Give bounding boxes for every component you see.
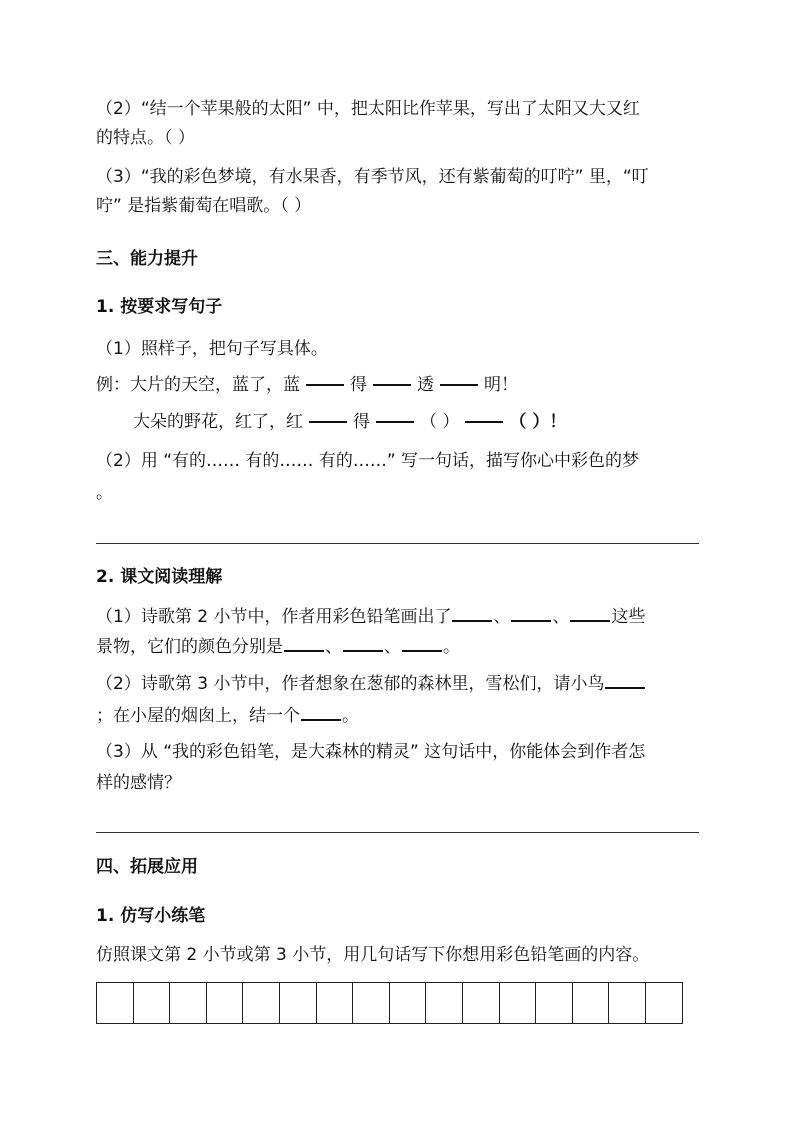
answer-blank[interactable]: [343, 634, 383, 652]
q2-2-line1: （2）“结一个苹果般的太阳” 中，把太阳比作苹果，写出了太阳又大又红: [96, 99, 640, 119]
grid-cell[interactable]: [608, 982, 646, 1024]
answer-blank[interactable]: [402, 634, 442, 652]
task-2-q2-line1: [96, 671, 646, 695]
q1-sep: 、: [325, 637, 342, 657]
exercise-prefix: 大朵的野花，红了，红: [133, 412, 303, 432]
task-1-exercise: [133, 411, 566, 433]
task-2-q1-line1: [96, 604, 645, 628]
q2-3-line1: （3）“我的彩色梦境，有水果香，有季节风，还有紫葡萄的叮咛” 里，“叮: [96, 167, 649, 187]
grid-cell[interactable]: [242, 982, 280, 1024]
dash: [440, 384, 478, 386]
answer-blank[interactable]: [301, 703, 341, 721]
answer-line[interactable]: [96, 543, 699, 544]
answer-blank[interactable]: [511, 604, 551, 622]
task-2-q1-line2: [96, 634, 460, 658]
q2-b: ；在小屋的烟囱上，结一个: [96, 706, 300, 726]
answer-blank[interactable]: [570, 604, 610, 622]
q2-2-line2: 的特点。（ ）: [96, 128, 195, 148]
q1-end: 。: [443, 637, 460, 657]
dash: [465, 421, 503, 423]
q1-b: 这些: [611, 607, 646, 627]
grid-cell[interactable]: [316, 982, 354, 1024]
section-3-title: 三、能力提升: [96, 249, 198, 269]
answer-blank[interactable]: [605, 671, 645, 689]
grid-cell[interactable]: [499, 982, 537, 1024]
task-1-sub2-line2: 。: [96, 483, 113, 503]
section-4-title: 四、拓展应用: [96, 857, 198, 877]
dash: [376, 421, 414, 423]
answer-line[interactable]: [96, 832, 699, 833]
grid-cell[interactable]: [572, 982, 610, 1024]
q1-a: （1）诗歌第 2 小节中，作者用彩色铅笔画出了: [96, 607, 452, 627]
grid-cell[interactable]: [389, 982, 427, 1024]
grid-cell[interactable]: [279, 982, 317, 1024]
q1-c: 景物，它们的颜色分别是: [96, 637, 283, 657]
dash: [373, 384, 411, 386]
exercise-de: 得: [353, 412, 370, 432]
writing-grid[interactable]: [96, 982, 683, 1024]
grid-cell[interactable]: [96, 982, 134, 1024]
q2-a: （2）诗歌第 3 小节中，作者想象在葱郁的森林里，雪松们，请小鸟: [96, 674, 605, 694]
example-prefix: 例：大片的天空，蓝了，蓝: [96, 375, 300, 395]
grid-cell[interactable]: [169, 982, 207, 1024]
q2-3-line2: 咛” 是指紫葡萄在唱歌。（ ）: [96, 196, 312, 216]
grid-cell[interactable]: [206, 982, 244, 1024]
task-2-q2-line2: [96, 703, 359, 727]
grid-cell[interactable]: [535, 982, 573, 1024]
example-de: 得: [350, 375, 367, 395]
q1-sep: 、: [384, 637, 401, 657]
task-1-sub2-line1: （2）用 “有的…… 有的…… 有的……” 写一句话，描写你心中彩色的梦: [96, 451, 640, 471]
example-tou: 透: [417, 375, 434, 395]
example-end: 明！: [484, 375, 518, 395]
grid-cell[interactable]: [462, 982, 500, 1024]
q2-end: 。: [342, 706, 359, 726]
task-2-title: 2. 课文阅读理解: [96, 567, 223, 587]
task-2-q3-line1: （3）从 “我的彩色铅笔，是大森林的精灵” 这句话中，你能体会到作者怎: [96, 742, 646, 762]
answer-blank[interactable]: [284, 634, 324, 652]
task-1-title: 1. 按要求写句子: [96, 297, 223, 317]
task-1-sub1: （1）照样子，把句子写具体。: [96, 339, 328, 359]
exercise-paren2[interactable]: （ ）！: [509, 412, 567, 432]
task-1-example: [96, 374, 518, 396]
grid-cell[interactable]: [352, 982, 390, 1024]
task-4-1-title: 1. 仿写小练笔: [96, 906, 206, 926]
grid-cell[interactable]: [645, 982, 683, 1024]
task-2-q3-line2: 样的感情？: [96, 773, 181, 793]
answer-blank[interactable]: [452, 604, 492, 622]
grid-cell[interactable]: [133, 982, 171, 1024]
q1-sep: 、: [493, 607, 511, 627]
q1-sep: 、: [552, 607, 570, 627]
task-4-1-prompt: 仿照课文第 2 小节或第 3 小节，用几句话写下你想用彩色铅笔画的内容。: [96, 945, 650, 965]
dash: [306, 384, 344, 386]
dash: [309, 421, 347, 423]
exercise-paren1[interactable]: （ ）: [420, 412, 460, 432]
grid-cell[interactable]: [425, 982, 463, 1024]
